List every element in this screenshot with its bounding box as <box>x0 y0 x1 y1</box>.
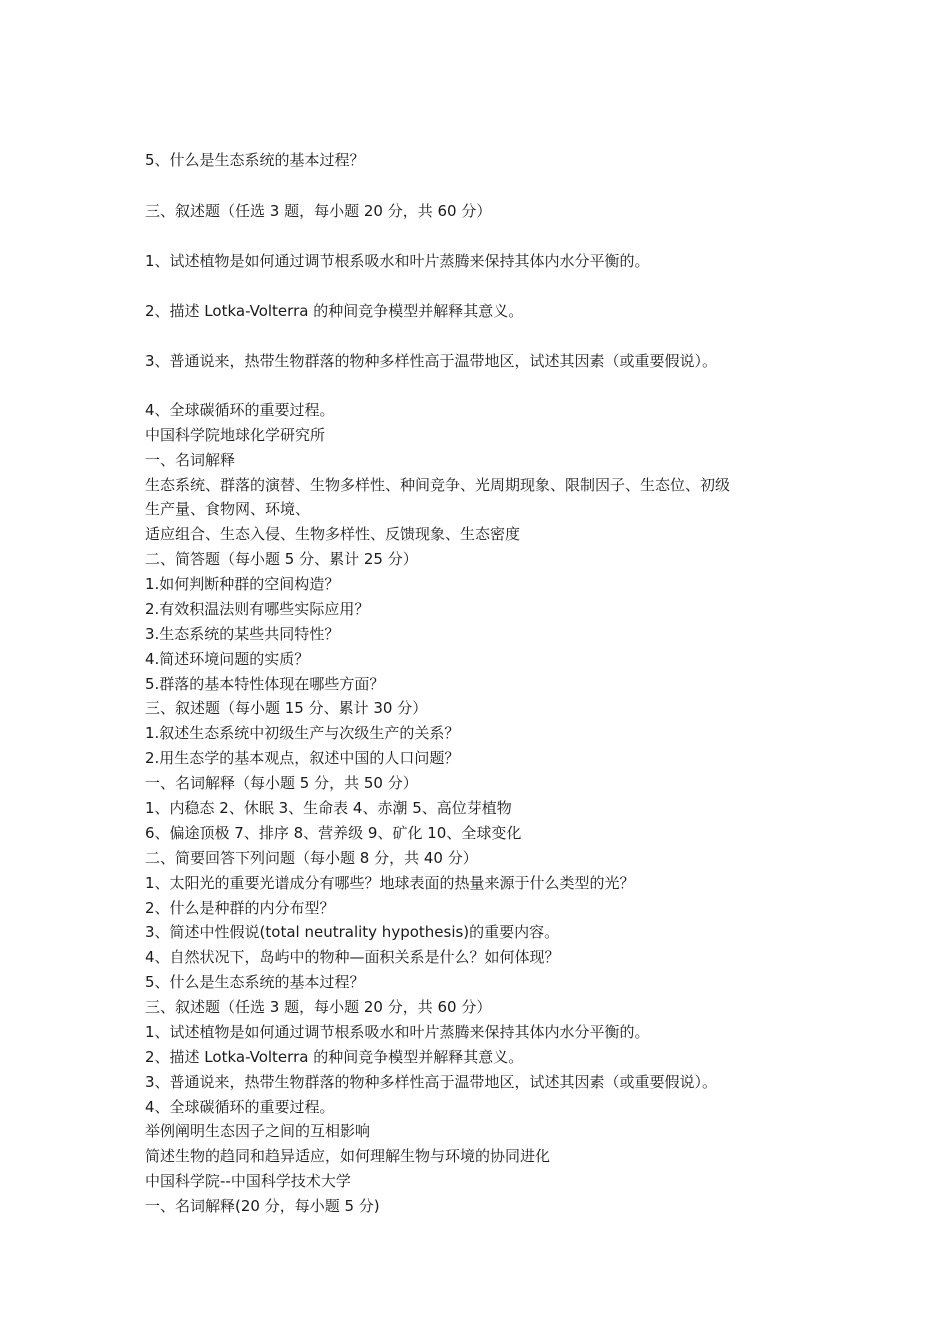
text-line: 1、内稳态 2、休眠 3、生命表 4、赤潮 5、高位芽植物 <box>145 799 512 817</box>
text-line: 5.群落的基本特性体现在哪些方面？ <box>145 675 385 693</box>
text-line: 适应组合、生态入侵、生物多样性、反馈现象、生态密度 <box>145 525 521 543</box>
text-line: 4、全球碳循环的重要过程。 <box>145 1098 335 1116</box>
text-line: 4、自然状况下，岛屿中的物种—面积关系是什么？如何体现？ <box>145 948 560 966</box>
text-line: 2、描述 Lotka-Volterra 的种间竞争模型并解释其意义。 <box>145 302 524 320</box>
text-line: 三、叙述题（每小题 15 分、累计 30 分） <box>145 699 428 717</box>
text-line: 2.有效积温法则有哪些实际应用？ <box>145 600 370 618</box>
text-line: 5、什么是生态系统的基本过程？ <box>145 973 365 991</box>
text-line: 5、什么是生态系统的基本过程？ <box>145 151 365 169</box>
text-line: 2、描述 Lotka-Volterra 的种间竞争模型并解释其意义。 <box>145 1048 524 1066</box>
text-line: 中国科学院--中国科学技术大学 <box>145 1172 351 1190</box>
text-line: 4.简述环境问题的实质？ <box>145 650 310 668</box>
text-line: 1.叙述生态系统中初级生产与次级生产的关系？ <box>145 724 460 742</box>
text-line: 1、试述植物是如何通过调节根系吸水和叶片蒸腾来保持其体内水分平衡的。 <box>145 252 650 270</box>
text-line: 2.用生态学的基本观点，叙述中国的人口问题？ <box>145 749 460 767</box>
text-line: 6、偏途顶极 7、排序 8、营养级 9、矿化 10、全球变化 <box>145 824 522 842</box>
text-line: 举例阐明生态因子之间的互相影响 <box>145 1122 371 1140</box>
text-line: 1、太阳光的重要光谱成分有哪些？地球表面的热量来源于什么类型的光？ <box>145 874 635 892</box>
text-line: 二、简要回答下列问题（每小题 8 分，共 40 分） <box>145 849 478 867</box>
text-line: 3、普通说来，热带生物群落的物种多样性高于温带地区，试述其因素（或重要假说）。 <box>145 352 718 370</box>
text-line: 一、名词解释(20 分，每小题 5 分) <box>145 1197 380 1215</box>
text-line: 1.如何判断种群的空间构造？ <box>145 575 340 593</box>
text-line: 中国科学院地球化学研究所 <box>145 426 326 444</box>
text-line: 生产量、食物网、环境、 <box>145 500 311 518</box>
text-line: 4、全球碳循环的重要过程。 <box>145 401 335 419</box>
text-line: 三、叙述题（任选 3 题，每小题 20 分，共 60 分） <box>145 998 492 1016</box>
text-line: 生态系统、群落的演替、生物多样性、种间竞争、光周期现象、限制因子、生态位、初级 <box>145 476 731 494</box>
text-line: 三、叙述题（任选 3 题，每小题 20 分，共 60 分） <box>145 202 492 220</box>
text-line: 3.生态系统的某些共同特性？ <box>145 625 340 643</box>
text-line: 简述生物的趋同和趋异适应，如何理解生物与环境的协同进化 <box>145 1147 551 1165</box>
text-line: 3、简述中性假说(total neutrality hypothesis)的重要内容。 <box>145 923 560 941</box>
text-line: 1、试述植物是如何通过调节根系吸水和叶片蒸腾来保持其体内水分平衡的。 <box>145 1023 650 1041</box>
text-line: 一、名词解释（每小题 5 分，共 50 分） <box>145 774 418 792</box>
text-line: 一、名词解释 <box>145 451 236 469</box>
text-line: 3、普通说来，热带生物群落的物种多样性高于温带地区，试述其因素（或重要假说）。 <box>145 1073 718 1091</box>
text-line: 二、简答题（每小题 5 分、累计 25 分） <box>145 550 418 568</box>
text-line: 2、什么是种群的内分布型？ <box>145 899 335 917</box>
